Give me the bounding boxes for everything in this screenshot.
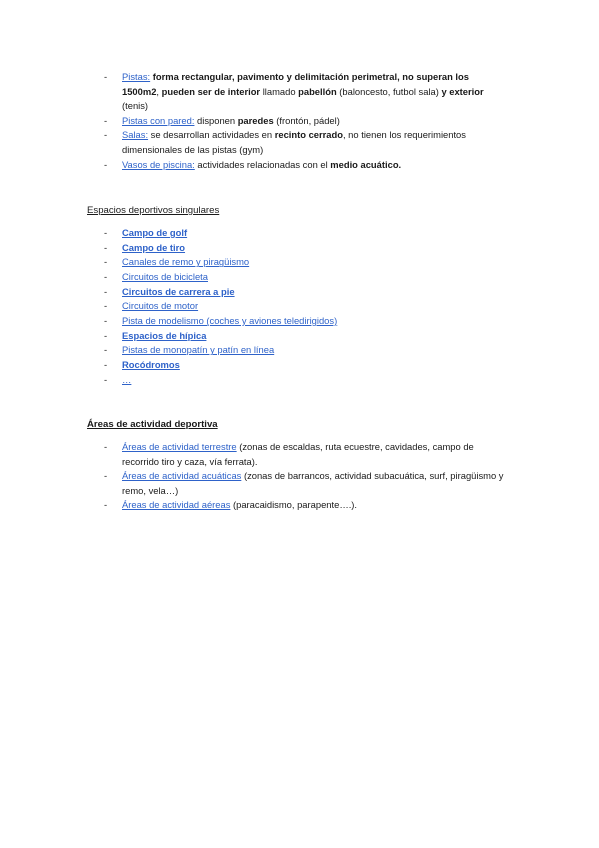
dash-bullet: - [104,373,108,385]
list-text: , [156,85,162,97]
list-item [102,226,337,241]
list-item [102,440,512,469]
list-text-bold: recinto cerrado [274,129,343,141]
list-text-bold: paredes [237,114,274,126]
link-singular-space[interactable]: Circuitos de carrera a pie [122,285,235,297]
list-item [102,373,337,388]
link-area-terrestre[interactable]: Áreas de actividad terrestre [122,441,237,452]
list-text: actividades relacionadas con el [194,158,331,170]
list-item [102,241,337,256]
list-item [102,114,502,129]
list-text: (tenis) [122,100,149,112]
activity-areas-list [102,440,512,513]
list-item [102,343,337,358]
list-item [102,128,502,157]
list-item [102,70,502,114]
dash-bullet: - [104,270,108,282]
link-singular-space[interactable]: Campo de golf [122,227,188,238]
link-area-aerea[interactable]: Áreas de actividad aéreas [122,499,231,511]
list-text-bold: pueden ser de interior [161,85,261,97]
list-text: (zonas de barrancos, actividad subacuática, surf, piragüismo y remo, vela…) [122,470,504,496]
dash-bullet: - [104,499,108,511]
dash-bullet: - [104,158,108,170]
link-singular-space[interactable]: Espacios de hípica [122,329,207,341]
dash-bullet: - [104,329,108,341]
list-item [102,270,337,285]
list-text: (baloncesto, futbol sala) [336,85,442,97]
list-text: disponen [194,114,238,126]
dash-bullet: - [104,441,108,452]
dash-bullet: - [104,358,108,370]
list-text: se desarrollan actividades en [148,129,275,141]
link-singular-space[interactable]: Rocódromos [122,358,180,370]
link-singular-space[interactable]: Canales de remo y piragüismo [122,256,250,268]
link-pistas-con-pared[interactable]: Pistas con pared: [122,114,195,126]
list-text: llamado [260,85,299,97]
space-types-list [102,70,502,172]
list-item [102,158,502,173]
link-singular-space[interactable]: Pista de modelismo (coches y aviones teledirigidos) [122,314,338,326]
dash-bullet: - [104,470,108,482]
list-item [102,358,337,373]
list-item [102,314,337,329]
link-singular-space[interactable]: Pistas de monopatín y patín en línea [122,344,275,356]
dash-bullet: - [104,314,108,326]
list-item [102,255,337,270]
list-text: (paracaidismo, parapente….). [230,499,358,511]
heading-espacios-singulares: Espacios deportivos singulares [87,205,220,216]
dash-bullet: - [104,256,108,268]
heading-areas-actividad: Áreas de actividad deportiva [87,419,218,430]
list-item [102,498,512,513]
link-singular-space[interactable]: … [122,373,132,385]
link-pistas[interactable]: Pistas: [122,71,151,82]
dash-bullet: - [104,114,108,126]
list-text-bold: pabellón [298,85,337,97]
list-text-bold: medio acuático. [330,158,402,170]
link-singular-space[interactable]: Campo de tiro [122,241,186,253]
dash-bullet: - [104,285,108,297]
list-text: (frontón, pádel) [273,114,340,126]
list-text-bold: forma rectangular, pavimento y delimitación perimetral, no superan los 1500m2 [122,71,469,97]
dash-bullet: - [104,300,108,312]
dash-bullet: - [104,344,108,356]
dash-bullet: - [104,227,108,238]
list-item [102,299,337,314]
dash-bullet: - [104,241,108,253]
link-salas[interactable]: Salas: [122,129,149,141]
list-text: (zonas de escaldas, ruta ecuestre, cavidades, campo de recorrido tiro y caza, vía ferrata). [122,441,474,467]
dash-bullet: - [104,129,108,141]
list-text-bold: y exterior [441,85,484,97]
link-singular-space[interactable]: Circuitos de motor [122,300,199,312]
list-item [102,285,337,300]
link-singular-space[interactable]: Circuitos de bicicleta [122,270,208,282]
link-area-acuatica[interactable]: Áreas de actividad acuáticas [122,470,242,482]
list-text: , no tienen los requerimientos dimensionales de las pistas (gym) [122,129,466,155]
list-item [102,329,337,344]
list-item [102,469,512,498]
dash-bullet: - [104,71,108,82]
link-vasos-de-piscina[interactable]: Vasos de piscina: [122,158,195,170]
singular-spaces-list [102,226,337,387]
